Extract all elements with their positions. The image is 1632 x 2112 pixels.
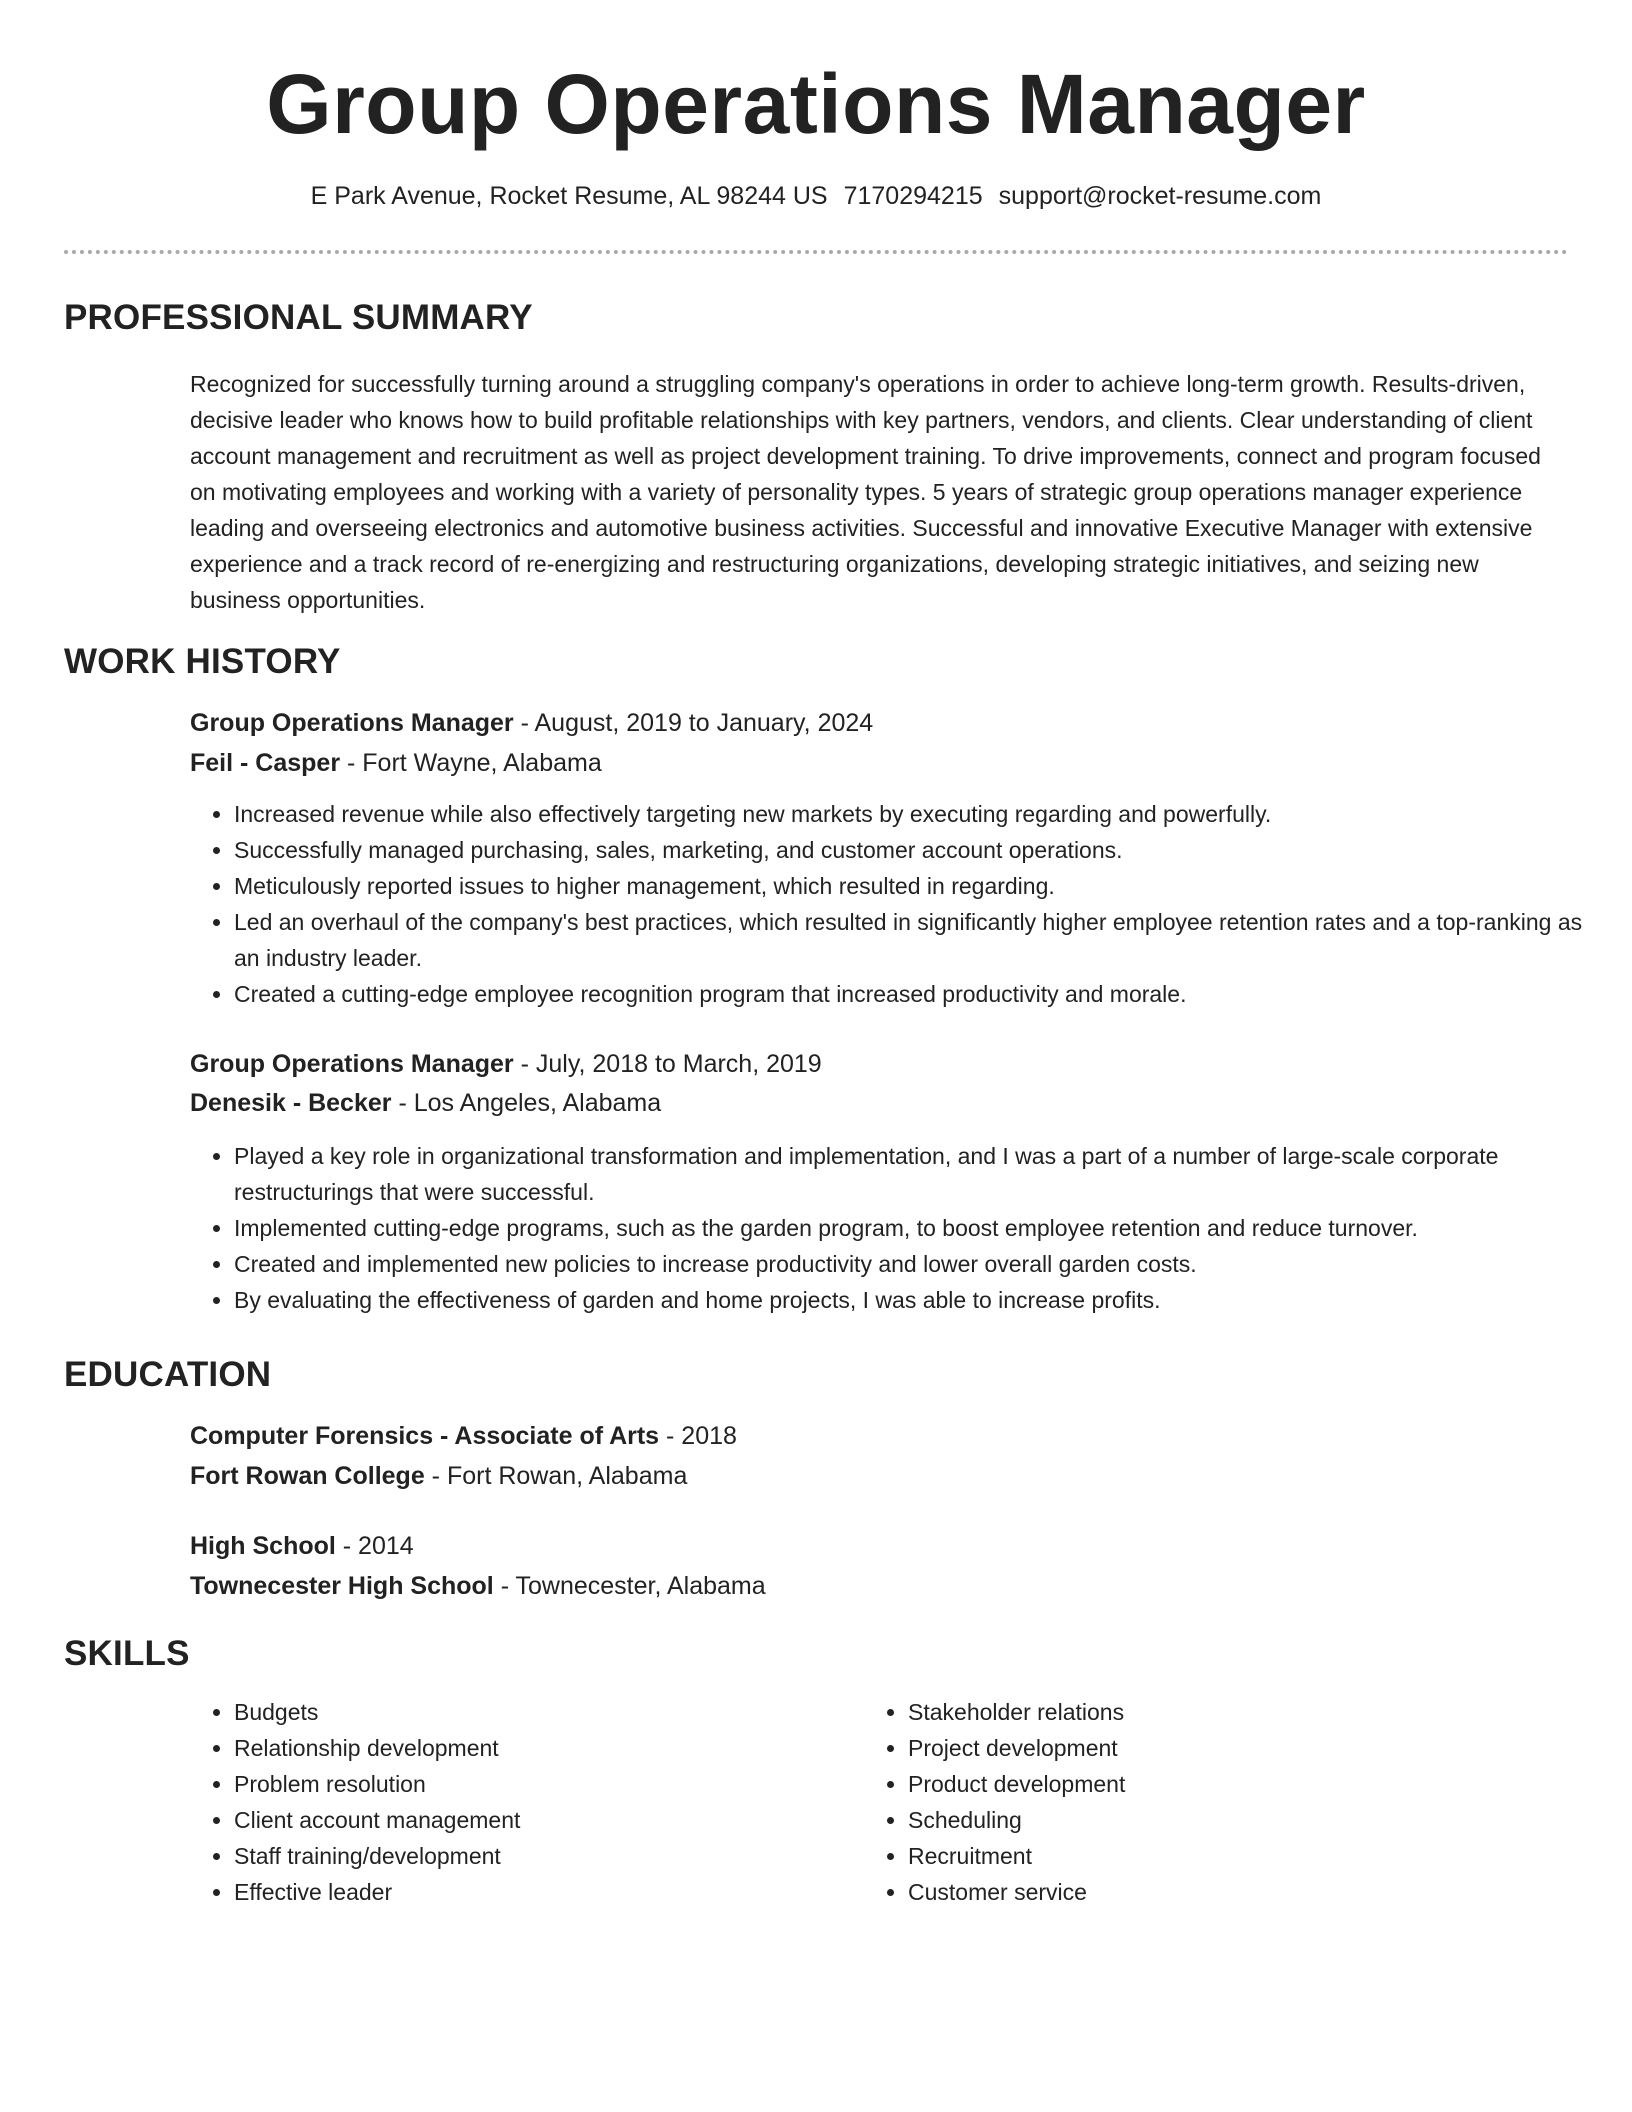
job-dates: - August, 2019 to January, 2024 bbox=[513, 709, 874, 737]
job-title-line bbox=[190, 705, 873, 741]
summary-text: Recognized for successfully turning around a struggling company's operations in order to achieve long-term growth. Results-driven, decisive leader who knows how to build profitable relationships with key partners, vendors, and clients. Clear understanding of client account management and recruitment as well as project development training. To drive improvements, connect and program focused on motivating employees and working with a variety of personality types. 5 years of strategic group operations manager experience leading and overseeing electronics and automotive business activities. Successful and innovative Executive Manager with extensive experience and a track record of re-energizing and restructuring organizations, developing strategic initiatives, and seizing new business opportunities. bbox=[190, 371, 1541, 613]
education-location: - Townecester, Alabama bbox=[493, 1572, 766, 1600]
list-item: • Implemented cutting-edge programs, such as the garden program, to boost employee retention and reduce turnover. bbox=[234, 1210, 1614, 1246]
list-item: • Successfully managed purchasing, sales, marketing, and customer account operations. bbox=[234, 832, 1614, 868]
contact-email: support@rocket-resume.com bbox=[998, 182, 1322, 210]
list-item: • Customer service bbox=[908, 1874, 1468, 1910]
skills-list-left bbox=[190, 1694, 794, 1910]
job-role: Group Operations Manager bbox=[190, 1050, 514, 1078]
education-degree-line bbox=[190, 1418, 737, 1454]
education-degree: High School bbox=[190, 1532, 336, 1560]
job-company-line bbox=[190, 1085, 661, 1121]
list-item: • Increased revenue while also effectively targeting new markets by executing regarding and powerfully. bbox=[234, 796, 1614, 832]
job-company-line bbox=[190, 745, 602, 781]
job-location: - Fort Wayne, Alabama bbox=[340, 749, 602, 777]
education-school-line bbox=[190, 1458, 687, 1494]
list-item: • Client account management bbox=[234, 1802, 794, 1838]
job-role: Group Operations Manager bbox=[190, 709, 514, 737]
list-item: • Budgets bbox=[234, 1694, 794, 1730]
list-item: • Scheduling bbox=[908, 1802, 1468, 1838]
education-school: Townecester High School bbox=[190, 1572, 494, 1600]
list-item: • Problem resolution bbox=[234, 1766, 794, 1802]
job-dates: - July, 2018 to March, 2019 bbox=[513, 1050, 822, 1078]
job-title-line bbox=[190, 1046, 822, 1082]
list-item: • Led an overhaul of the company's best practices, which resulted in significantly higher employee retention rates and a top-ranking as an industry leader. bbox=[234, 904, 1614, 976]
job-company: Denesik - Becker bbox=[190, 1089, 392, 1117]
section-title-summary: PROFESSIONAL SUMMARY bbox=[64, 298, 533, 337]
skills-list-right bbox=[864, 1694, 1468, 1910]
job-company: Feil - Casper bbox=[190, 749, 341, 777]
job-bullets bbox=[190, 796, 1614, 1012]
list-item: • Recruitment bbox=[908, 1838, 1468, 1874]
list-item: • Staff training/development bbox=[234, 1838, 794, 1874]
candidate-name: Group Operations Manager bbox=[266, 57, 1366, 151]
list-item: • Relationship development bbox=[234, 1730, 794, 1766]
education-degree-line bbox=[190, 1528, 414, 1564]
section-title-work-history: WORK HISTORY bbox=[64, 642, 341, 681]
contact-address: E Park Avenue, Rocket Resume, AL 98244 US bbox=[310, 182, 828, 210]
list-item: • Stakeholder relations bbox=[908, 1694, 1468, 1730]
list-item: • Product development bbox=[908, 1766, 1468, 1802]
job-location: - Los Angeles, Alabama bbox=[391, 1089, 662, 1117]
list-item: • By evaluating the effectiveness of garden and home projects, I was able to increase profits. bbox=[234, 1282, 1614, 1318]
list-item: • Played a key role in organizational transformation and implementation, and I was a part of a number of large-scale corporate restructurings that were successful. bbox=[234, 1138, 1614, 1210]
list-item: • Effective leader bbox=[234, 1874, 794, 1910]
contact-line bbox=[0, 179, 1632, 213]
education-year: - 2018 bbox=[659, 1422, 737, 1450]
education-degree: Computer Forensics - Associate of Arts bbox=[190, 1422, 660, 1450]
education-location: - Fort Rowan, Alabama bbox=[424, 1462, 688, 1490]
education-school: Fort Rowan College bbox=[190, 1462, 425, 1490]
section-title-education: EDUCATION bbox=[64, 1355, 272, 1394]
contact-phone: 7170294215 bbox=[843, 182, 983, 210]
education-school-line bbox=[190, 1568, 766, 1604]
education-year: - 2014 bbox=[335, 1532, 414, 1560]
section-title-skills: SKILLS bbox=[64, 1634, 190, 1673]
list-item: • Created a cutting-edge employee recognition program that increased productivity and morale. bbox=[234, 976, 1614, 1012]
list-item: • Project development bbox=[908, 1730, 1468, 1766]
list-item: • Meticulously reported issues to higher management, which resulted in regarding. bbox=[234, 868, 1614, 904]
job-bullets bbox=[190, 1138, 1614, 1318]
header-divider bbox=[64, 250, 1568, 254]
list-item: • Created and implemented new policies to increase productivity and lower overall garden costs. bbox=[234, 1246, 1614, 1282]
